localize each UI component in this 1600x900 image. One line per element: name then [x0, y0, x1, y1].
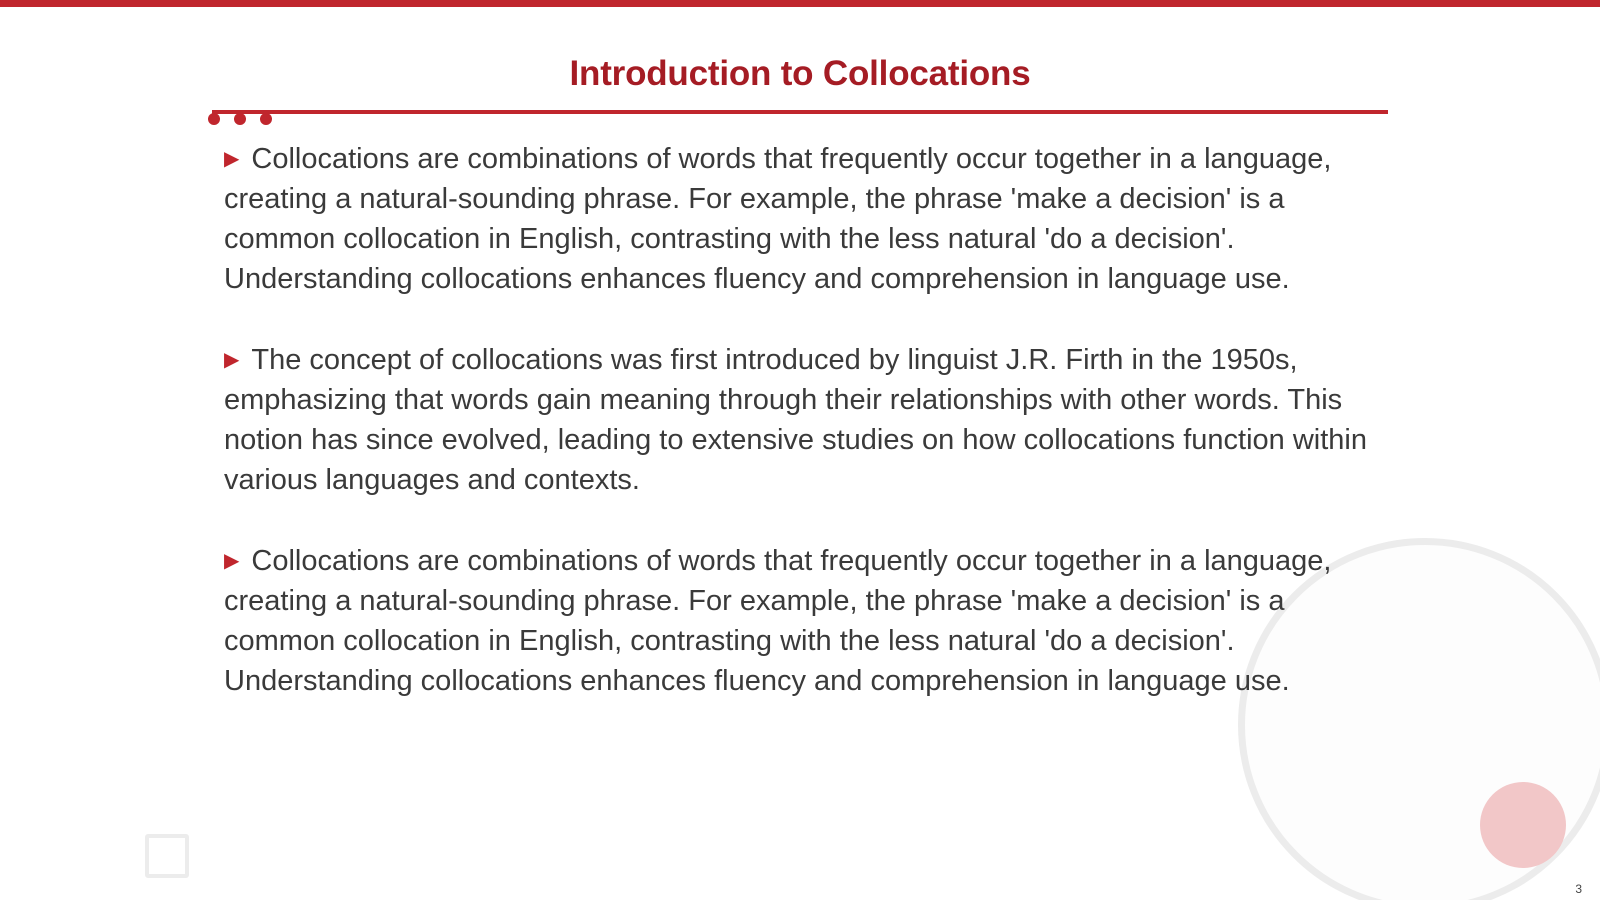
page-number: 3 [1575, 882, 1582, 896]
triangle-right-icon: ▶ [224, 349, 240, 371]
decorative-dot [260, 113, 272, 125]
bullet-text: Collocations are combinations of words that frequently occur together in a language, creating a natural-sounding phrase. For example, the phrase 'make a decision' is a common collocation in English, contrasting with the less natural 'do a decision'. Understanding collocations enhances fluency and comprehension in language use. [224, 143, 1332, 295]
slide-title: Introduction to Collocations [569, 54, 1031, 93]
top-accent-bar [0, 0, 1600, 7]
bullet-item [224, 139, 1374, 299]
decorative-square-outline [145, 834, 189, 878]
title-underline [212, 110, 1388, 114]
bullet-item [224, 541, 1374, 701]
bullet-item [224, 340, 1374, 500]
bullet-text: Collocations are combinations of words that frequently occur together in a language, creating a natural-sounding phrase. For example, the phrase 'make a decision' is a common collocation in English, contrasting with the less natural 'do a decision'. Understanding collocations enhances fluency and comprehension in language use. [224, 545, 1332, 697]
decorative-dot [208, 113, 220, 125]
decorative-pink-disc [1480, 782, 1566, 868]
bullet-text: The concept of collocations was first introduced by linguist J.R. Firth in the 1950s, emphasizing that words gain meaning through their relationships with other words. This notion has since evolved, leading to extensive studies on how collocations function within various languages and contexts. [224, 344, 1367, 496]
decorative-dot [234, 113, 246, 125]
triangle-right-icon: ▶ [224, 148, 240, 170]
triangle-right-icon: ▶ [224, 550, 240, 572]
bullet-list [224, 139, 1374, 742]
